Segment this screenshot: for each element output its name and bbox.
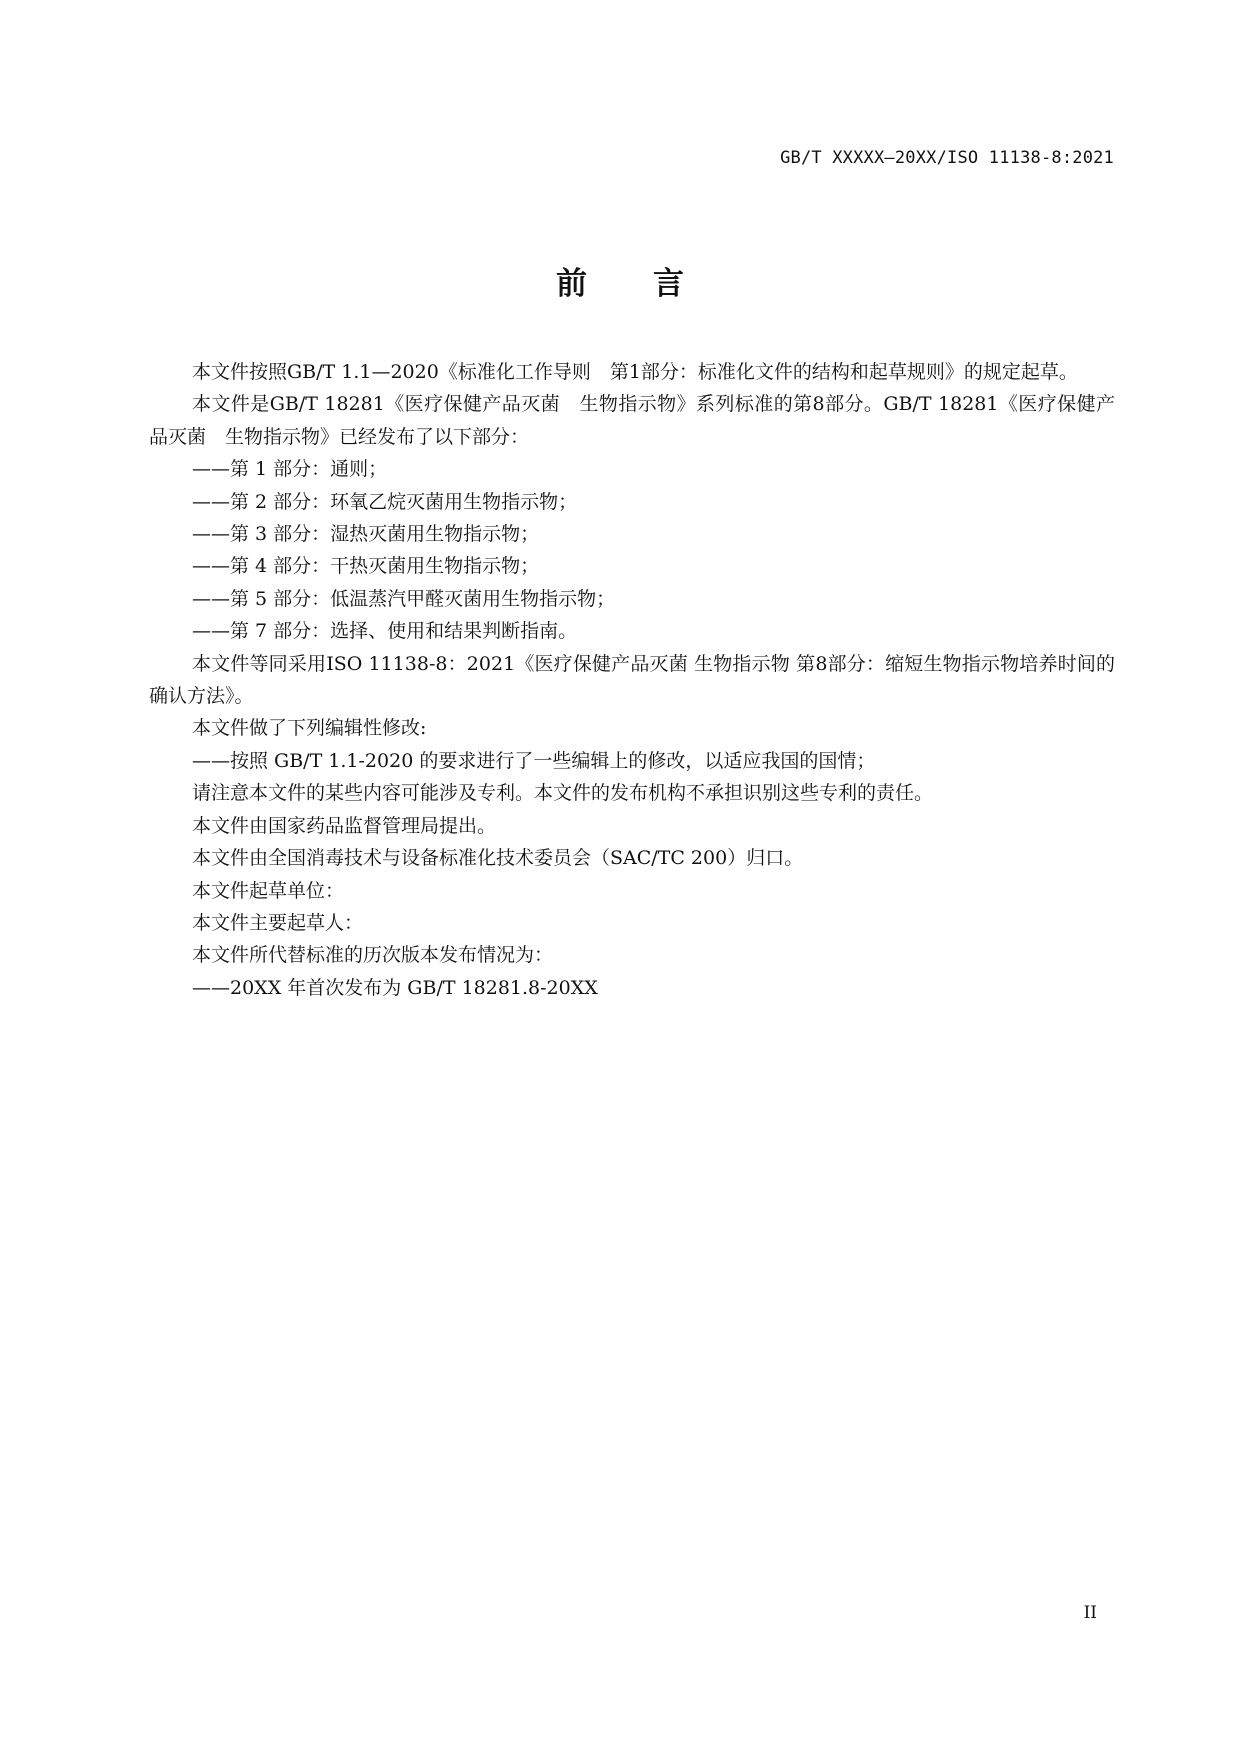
list-item-part-2: ——第 2 部分：环氧乙烷灭菌用生物指示物； [192, 490, 578, 513]
paragraph-editorial-changes: 本文件做了下列编辑性修改: [192, 717, 427, 740]
page-number: II [1083, 1603, 1097, 1623]
paragraph-main-drafters: 本文件主要起草人： [192, 911, 364, 934]
list-item-part-5: ——第 5 部分：低温蒸汽甲醛灭菌用生物指示物； [192, 587, 616, 610]
paragraph-version-history: 本文件所代替标准的历次版本发布情况为： [192, 944, 554, 967]
foreword-body [149, 356, 1115, 1004]
list-item-part-4: ——第 4 部分：干热灭菌用生物指示物； [192, 555, 540, 578]
list-item-first-release: ——20XX 年首次发布为 GB/T 18281.8-20XX [192, 976, 598, 999]
list-item-editorial-change: ——按照 GB/T 1.1-2020 的要求进行了一些编辑上的修改，以适应我国的国情； [192, 749, 876, 772]
paragraph-responsible-committee: 本文件由全国消毒技术与设备标准化技术委员会（SAC/TC 200）归口。 [192, 847, 804, 870]
standard-code-header: GB/T XXXXX—20XX/ISO 11138-8:2021 [780, 148, 1114, 168]
list-item-part-3: ——第 3 部分：湿热灭菌用生物指示物； [192, 523, 540, 546]
paragraph-proposer: 本文件由国家药品监督管理局提出。 [192, 814, 497, 837]
paragraph-adoption: 本文件等同采用ISO 11138-8：2021《医疗保健产品灭菌 生物指示物 第8部分：缩短生物指示物培养时间的确认方法》。 [149, 652, 1115, 708]
paragraph-drafting-basis: 本文件按照GB/T 1.1—2020《标准化工作导则 第1部分：标准化文件的结构和起草规则》的规定起草。 [192, 361, 1078, 383]
paragraph-drafting-units: 本文件起草单位： [192, 879, 345, 902]
page-title: 前言 [556, 266, 750, 302]
paragraph-patent-notice: 请注意本文件的某些内容可能涉及专利。本文件的发布机构不承担识别这些专利的责任。 [192, 782, 934, 805]
list-item-part-1: ——第 1 部分：通则； [192, 458, 388, 481]
paragraph-series-info: 本文件是GB/T 18281《医疗保健产品灭菌 生物指示物》系列标准的第8部分。GB/T 18281《医疗保健产品灭菌 生物指示物》已经发布了以下部分： [149, 393, 1115, 448]
list-item-part-7: ——第 7 部分：选择、使用和结果判断指南。 [192, 620, 578, 643]
